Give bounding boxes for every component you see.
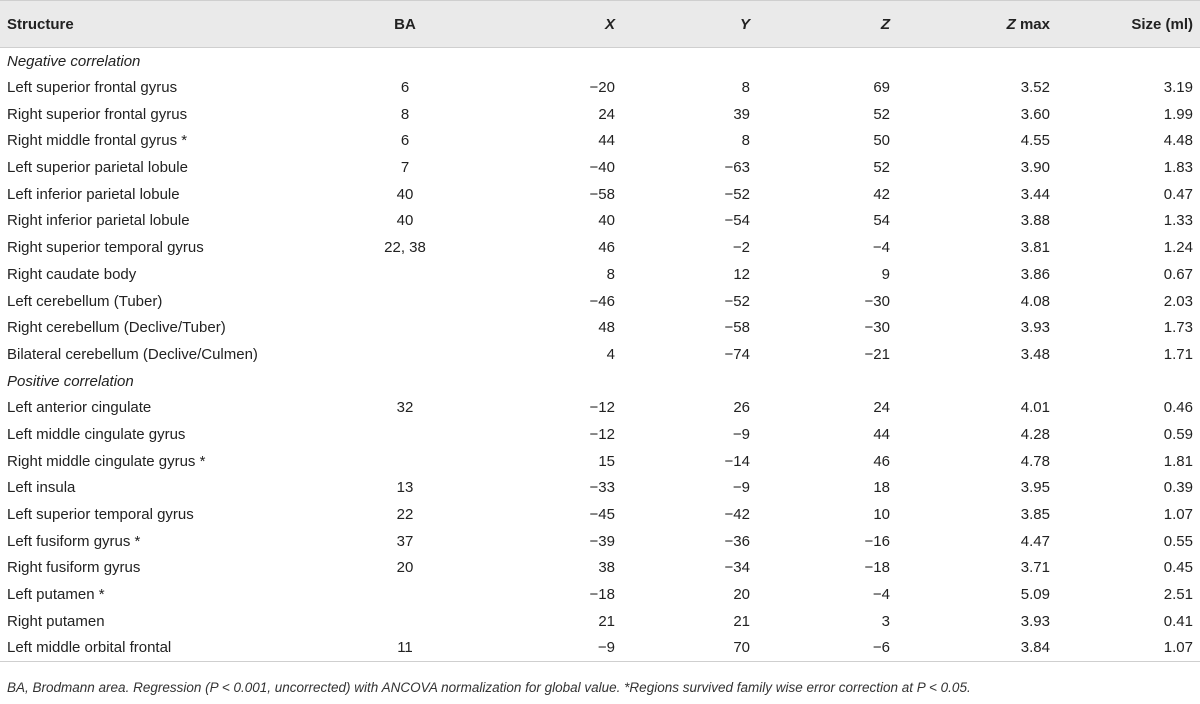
table-row	[0, 448, 1200, 475]
cell-size: 0.46	[1163, 399, 1193, 417]
cell-z: 9	[881, 265, 890, 283]
header-zmax-label: max	[1015, 15, 1050, 33]
cell-size: 0.55	[1163, 532, 1193, 550]
cell-size: 1.24	[1163, 239, 1193, 257]
cell-size: 0.41	[1163, 612, 1193, 630]
table-footnote: BA, Brodmann area. Regression (P < 0.001, uncorrected) with ANCOVA normalization for global value. *Regions survived family wise error correction at P < 0.05.	[7, 680, 971, 695]
cell-x: 38	[598, 559, 615, 577]
cell-y: −34	[724, 559, 750, 577]
cell-zmax: 4.55	[1020, 132, 1050, 150]
cell-y: −14	[724, 452, 750, 470]
cell-y: 12	[733, 265, 750, 283]
cell-ba: 13	[396, 479, 414, 497]
cell-structure: Left superior frontal gyrus	[7, 79, 178, 97]
table-header	[0, 1, 1200, 48]
cell-ba	[330, 288, 480, 315]
cell-x: 24	[598, 105, 615, 123]
header-row	[0, 1, 1200, 48]
table-row	[0, 421, 1200, 448]
cell-y: −9	[732, 425, 750, 443]
header-z: Z	[750, 1, 890, 48]
header-structure: Structure	[0, 1, 330, 48]
cell-z: −4	[872, 586, 890, 604]
cell-zmax: 3.81	[1020, 239, 1050, 257]
table-row	[0, 608, 1200, 635]
header-zmax-z: Z	[1006, 15, 1016, 33]
cell-structure: Right superior frontal gyrus	[7, 105, 188, 123]
cell-y: 8	[741, 79, 750, 97]
cell-x: −18	[589, 586, 615, 604]
cell-zmax: 3.90	[1020, 159, 1050, 177]
cell-x: 15	[598, 452, 615, 470]
cell-zmax: 4.47	[1020, 532, 1050, 550]
cell-x: −40	[589, 159, 615, 177]
cell-z: −21	[864, 345, 890, 363]
cell-y: 20	[733, 586, 750, 604]
cell-x: 44	[598, 132, 615, 150]
cell-zmax: 3.52	[1020, 79, 1050, 97]
table-row	[0, 501, 1200, 528]
cell-size: 1.81	[1163, 452, 1193, 470]
cell-structure: Left cerebellum (Tuber)	[7, 292, 163, 310]
header-x: X	[480, 1, 615, 48]
cell-size: 0.67	[1163, 265, 1193, 283]
cell-z: 46	[873, 452, 890, 470]
cell-x: −39	[589, 532, 615, 550]
cell-z: 52	[873, 105, 890, 123]
cell-size: 1.07	[1163, 506, 1193, 524]
cell-zmax: 3.71	[1020, 559, 1050, 577]
cell-structure: Left superior parietal lobule	[7, 159, 188, 177]
cell-size: 1.73	[1163, 319, 1193, 337]
section-row	[0, 48, 1200, 75]
table-row	[0, 581, 1200, 608]
cell-ba: 6	[400, 79, 410, 97]
cell-zmax: 3.84	[890, 635, 1050, 662]
cell-structure: Right putamen	[7, 612, 105, 630]
cell-ba	[330, 448, 480, 475]
cell-y: 8	[741, 132, 750, 150]
cell-ba	[330, 608, 480, 635]
cell-z: −18	[864, 559, 890, 577]
cell-ba	[330, 341, 480, 368]
cell-zmax: 4.78	[1020, 452, 1050, 470]
table-row	[0, 341, 1200, 368]
cell-zmax: 4.01	[1020, 399, 1050, 417]
cell-size: 1.33	[1163, 212, 1193, 230]
cell-zmax: 3.86	[1020, 265, 1050, 283]
cell-z: −30	[864, 319, 890, 337]
cell-ba: 32	[396, 399, 414, 417]
cell-size: 0.59	[1163, 425, 1193, 443]
cell-x: 40	[598, 212, 615, 230]
cell-z: 50	[873, 132, 890, 150]
table-row	[0, 261, 1200, 288]
table-row	[0, 288, 1200, 315]
cell-structure: Right fusiform gyrus	[7, 559, 141, 577]
cell-ba: 22	[396, 506, 414, 524]
cell-z: −16	[864, 532, 890, 550]
cell-structure: Right cerebellum (Declive/Tuber)	[7, 319, 226, 337]
cell-z: 54	[873, 212, 890, 230]
cell-y: −9	[732, 479, 750, 497]
cell-ba	[330, 581, 480, 608]
cell-ba: 7	[400, 159, 410, 177]
cell-size: 4.48	[1163, 132, 1193, 150]
cell-zmax: 3.48	[1020, 345, 1050, 363]
cell-size: 2.03	[1163, 292, 1193, 310]
cell-y: −63	[724, 159, 750, 177]
cell-zmax: 4.28	[1020, 425, 1050, 443]
cell-y: −74	[724, 345, 750, 363]
table-row	[0, 234, 1200, 261]
cell-zmax: 3.93	[1020, 319, 1050, 337]
header-y: Y	[615, 1, 750, 48]
cell-z: 52	[873, 159, 890, 177]
table-row	[0, 181, 1200, 208]
cell-structure: Left anterior cingulate	[7, 399, 152, 417]
cell-structure: Left superior temporal gyrus	[7, 506, 194, 524]
cell-ba	[330, 261, 480, 288]
cell-zmax: 3.60	[1020, 105, 1050, 123]
cell-structure: Right superior temporal gyrus	[7, 239, 204, 257]
cell-x: −20	[589, 79, 615, 97]
cell-y: 26	[733, 399, 750, 417]
cell-z: 42	[873, 185, 890, 203]
table-row	[0, 475, 1200, 502]
cell-structure: Right caudate body	[7, 265, 137, 283]
cell-x: −12	[589, 399, 615, 417]
table-row	[0, 394, 1200, 421]
cell-structure: Bilateral cerebellum (Declive/Culmen)	[7, 345, 258, 363]
cell-structure: Left inferior parietal lobule	[7, 185, 180, 203]
table-row	[0, 154, 1200, 181]
cell-structure: Right middle cingulate gyrus *	[7, 452, 206, 470]
cell-x: 21	[598, 612, 615, 630]
cell-z: 24	[873, 399, 890, 417]
cell-size: 1.83	[1163, 159, 1193, 177]
header-ba: BA	[330, 1, 480, 48]
cell-size: 1.07	[1050, 635, 1200, 662]
cell-ba: 6	[400, 132, 410, 150]
cell-ba: 20	[396, 559, 414, 577]
cell-y: −54	[724, 212, 750, 230]
cell-x: 8	[606, 265, 615, 283]
cell-zmax: 4.08	[1020, 292, 1050, 310]
cell-structure: Left fusiform gyrus *	[7, 532, 141, 550]
cell-size: 1.71	[1163, 345, 1193, 363]
cell-zmax: 3.85	[1020, 506, 1050, 524]
cell-size: 1.99	[1163, 105, 1193, 123]
cell-structure: Left middle cingulate gyrus	[7, 425, 186, 443]
cell-zmax: 5.09	[1020, 586, 1050, 604]
cell-structure: Right inferior parietal lobule	[7, 212, 190, 230]
cell-y: −52	[724, 292, 750, 310]
table-row	[0, 128, 1200, 155]
cell-y: 21	[733, 612, 750, 630]
cell-x: −58	[589, 185, 615, 203]
cell-y: −2	[732, 239, 750, 257]
cell-z: −4	[872, 239, 890, 257]
table-row	[0, 74, 1200, 101]
cell-x: −33	[589, 479, 615, 497]
cell-ba: 40	[396, 185, 414, 203]
cell-size: 0.47	[1163, 185, 1193, 203]
table-row	[0, 635, 1200, 662]
cell-size: 3.19	[1163, 79, 1193, 97]
cell-size: 0.45	[1163, 559, 1193, 577]
cell-z: 44	[873, 425, 890, 443]
header-size: Size (ml)	[1050, 1, 1200, 48]
section-title: Positive correlation	[7, 372, 134, 390]
cell-y: −42	[724, 506, 750, 524]
cell-size: 2.51	[1163, 586, 1193, 604]
cell-x: −45	[589, 506, 615, 524]
cell-x: −9	[480, 635, 615, 662]
cell-y: −52	[724, 185, 750, 203]
cell-ba	[330, 421, 480, 448]
cell-ba: 11	[330, 635, 480, 662]
cell-ba: 37	[396, 532, 414, 550]
cell-zmax: 3.95	[1020, 479, 1050, 497]
section-row	[0, 368, 1200, 395]
table-row	[0, 208, 1200, 235]
table-row	[0, 528, 1200, 555]
header-zmax	[890, 1, 1050, 48]
cell-ba: 8	[400, 105, 410, 123]
section-title: Negative correlation	[7, 52, 141, 70]
cell-structure: Left insula	[7, 479, 76, 497]
cell-structure: Left putamen *	[7, 586, 105, 604]
cell-z: −30	[864, 292, 890, 310]
cell-z: 18	[873, 479, 890, 497]
cell-z: 69	[873, 79, 890, 97]
table-body	[0, 48, 1200, 662]
cell-ba: 22, 38	[384, 239, 426, 257]
cell-ba: 40	[396, 212, 414, 230]
cell-z: 10	[873, 506, 890, 524]
cell-structure: Left middle orbital frontal	[0, 635, 330, 662]
cell-x: 4	[606, 345, 615, 363]
cell-zmax: 3.93	[1020, 612, 1050, 630]
table-row	[0, 555, 1200, 582]
cell-y: 70	[615, 635, 750, 662]
cell-y: −36	[724, 532, 750, 550]
cell-x: −46	[589, 292, 615, 310]
cell-x: −12	[589, 425, 615, 443]
cell-size: 0.39	[1163, 479, 1193, 497]
cell-structure: Right middle frontal gyrus *	[7, 132, 188, 150]
cell-x: 48	[598, 319, 615, 337]
cell-x: 46	[598, 239, 615, 257]
table-row	[0, 101, 1200, 128]
cell-zmax: 3.88	[1020, 212, 1050, 230]
cell-z: 3	[881, 612, 890, 630]
cell-zmax: 3.44	[1020, 185, 1050, 203]
cell-y: 39	[733, 105, 750, 123]
table-row	[0, 314, 1200, 341]
cell-y: −58	[724, 319, 750, 337]
cell-z: −6	[750, 635, 890, 662]
cell-ba	[330, 314, 480, 341]
